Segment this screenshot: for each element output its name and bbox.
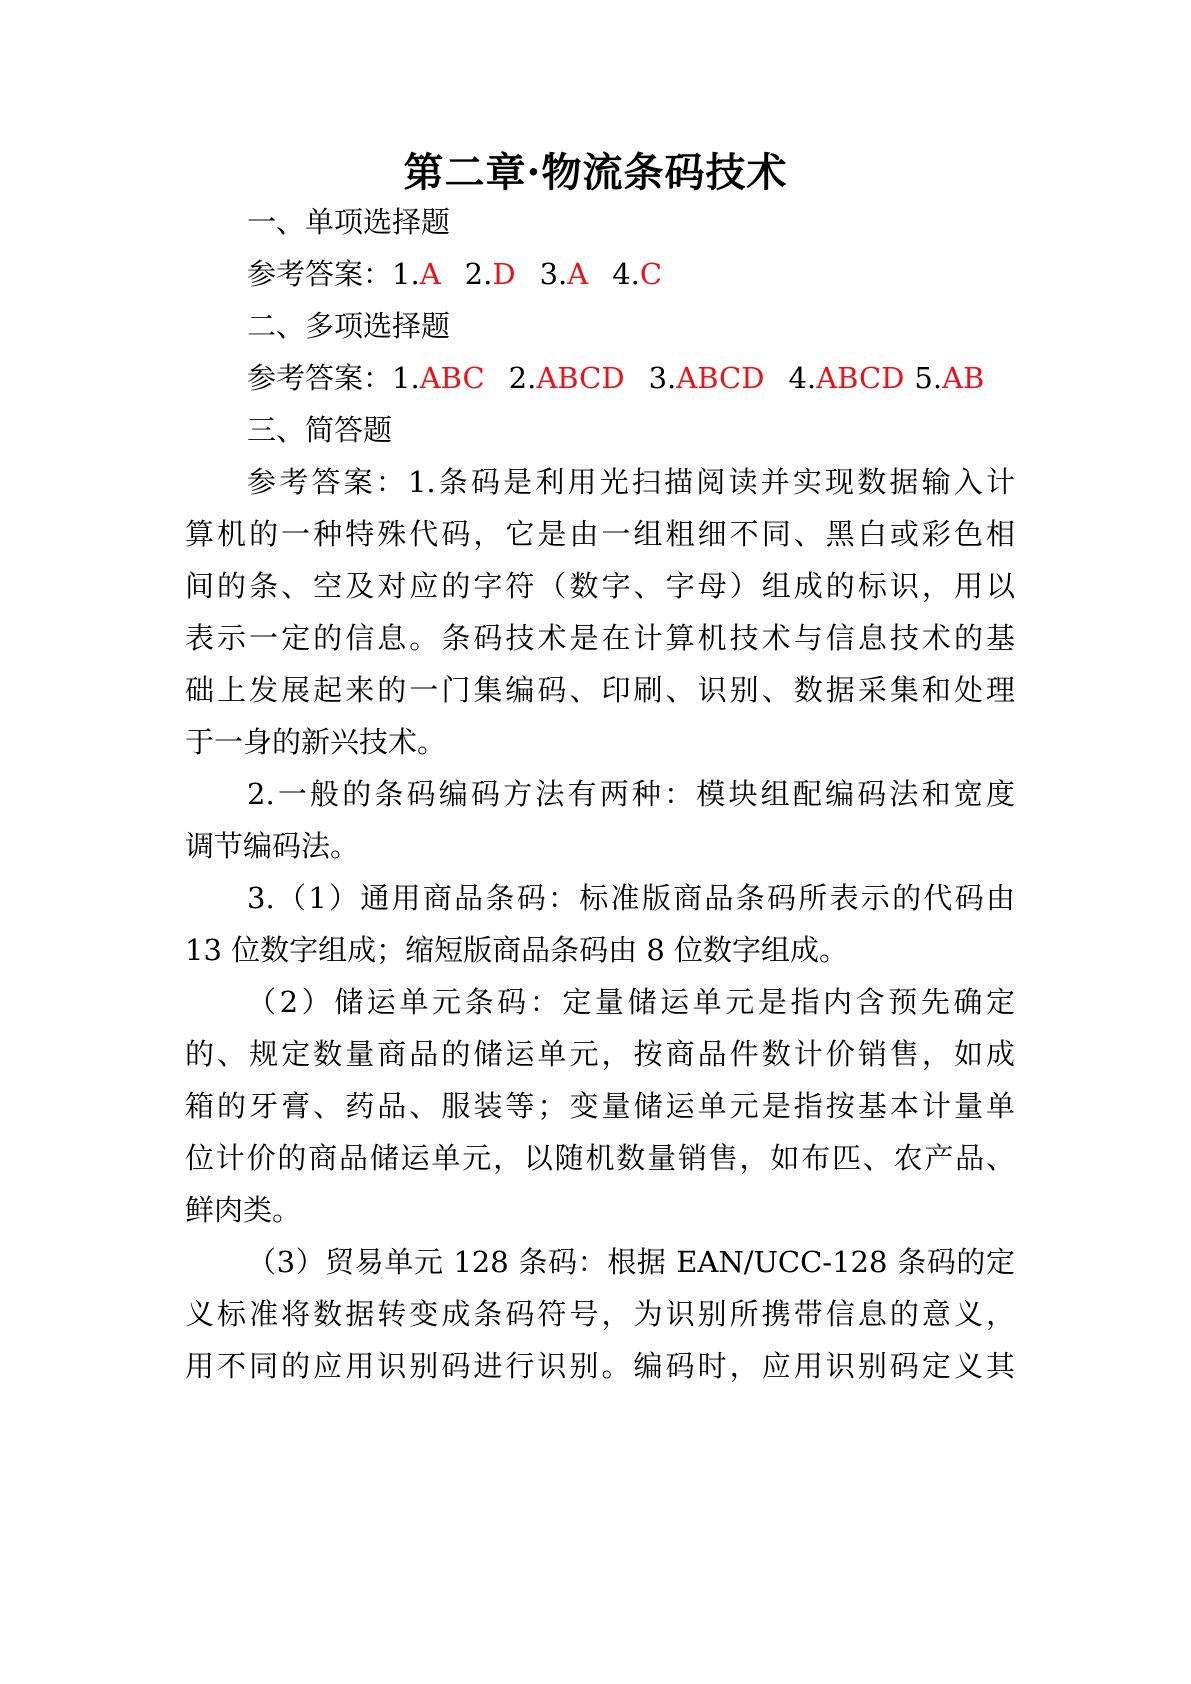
section-heading-multiple-choice: 二、多项选择题 [247,309,451,343]
multiple-choice-answers [247,354,1015,402]
answer-num: 2. [464,257,493,291]
answer-num: 4. [788,361,817,395]
section-heading-single-choice: 一、单项选择题 [247,205,451,239]
answer-label: 参考答案： [247,361,393,395]
paragraph-line: 箱的牙膏、药品、服装等；变量储运单元是指按基本计量单 [185,1089,1015,1123]
answer-value: ABCD [676,361,765,395]
answer-value: ABC [419,361,485,395]
answer-num: 5. [914,361,943,395]
paragraph-line: 算机的一种特殊代码，它是由一组粗细不同、黑白或彩色相 [185,517,1015,551]
paragraph-line: 间的条、空及对应的字符（数字、字母）组成的标识，用以 [185,569,1015,603]
answer-num: 1. [392,257,420,291]
paragraph-line: 义标准将数据转变成条码符号，为识别所携带信息的意义， [185,1297,1015,1331]
paragraph-line: 鲜肉类。 [185,1193,302,1227]
answer-num: 3. [648,361,677,395]
answer-value: D [492,257,516,291]
answer-value: A [419,257,441,291]
answer-value: A [567,257,589,291]
answer-num: 4. [612,257,640,291]
single-choice-answers [247,250,1015,298]
answer-value: ABCD [536,361,625,395]
paragraph-line: 用不同的应用识别码进行识别。编码时，应用识别码定义其 [185,1349,1015,1383]
chapter-title: 第二章·物流条码技术 [403,149,788,196]
paragraph-line: （2）储运单元条码：定量储运单元是指内含预先确定 [247,985,1015,1019]
paragraph-line: 位计价的商品储运单元，以随机数量销售，如布匹、农产品、 [185,1141,1015,1175]
section-heading-short-answer: 三、简答题 [247,413,393,447]
answer-value: AB [942,361,985,395]
paragraph-line: 3.（1）通用商品条码：标准版商品条码所表示的代码由 [247,881,1015,915]
answer-label: 参考答案： [247,257,393,291]
paragraph-line: 2.一般的条码编码方法有两种：模块组配编码法和宽度 [247,777,1015,811]
answer-value: ABCD [816,361,905,395]
paragraph-line: 13 位数字组成；缩短版商品条码由 8 位数字组成。 [185,933,849,967]
answer-num: 3. [539,257,568,291]
paragraph-line: 参考答案：1.条码是利用光扫描阅读并实现数据输入计 [247,465,1015,499]
paragraph-line: 的、规定数量商品的储运单元，按商品件数计价销售，如成 [185,1037,1015,1071]
paragraph-line: 表示一定的信息。条码技术是在计算机技术与信息技术的基 [185,621,1015,655]
answer-num: 1. [392,361,420,395]
paragraph-line: （3）贸易单元 128 条码：根据 EAN/UCC-128 条码的定 [247,1245,1015,1279]
paragraph-line: 调节编码法。 [185,829,360,863]
paragraph-line: 于一身的新兴技术。 [185,725,447,759]
answer-num: 2. [508,361,537,395]
paragraph-line: 础上发展起来的一门集编码、印刷、识别、数据采集和处理 [185,673,1015,707]
answer-value: C [639,257,663,291]
